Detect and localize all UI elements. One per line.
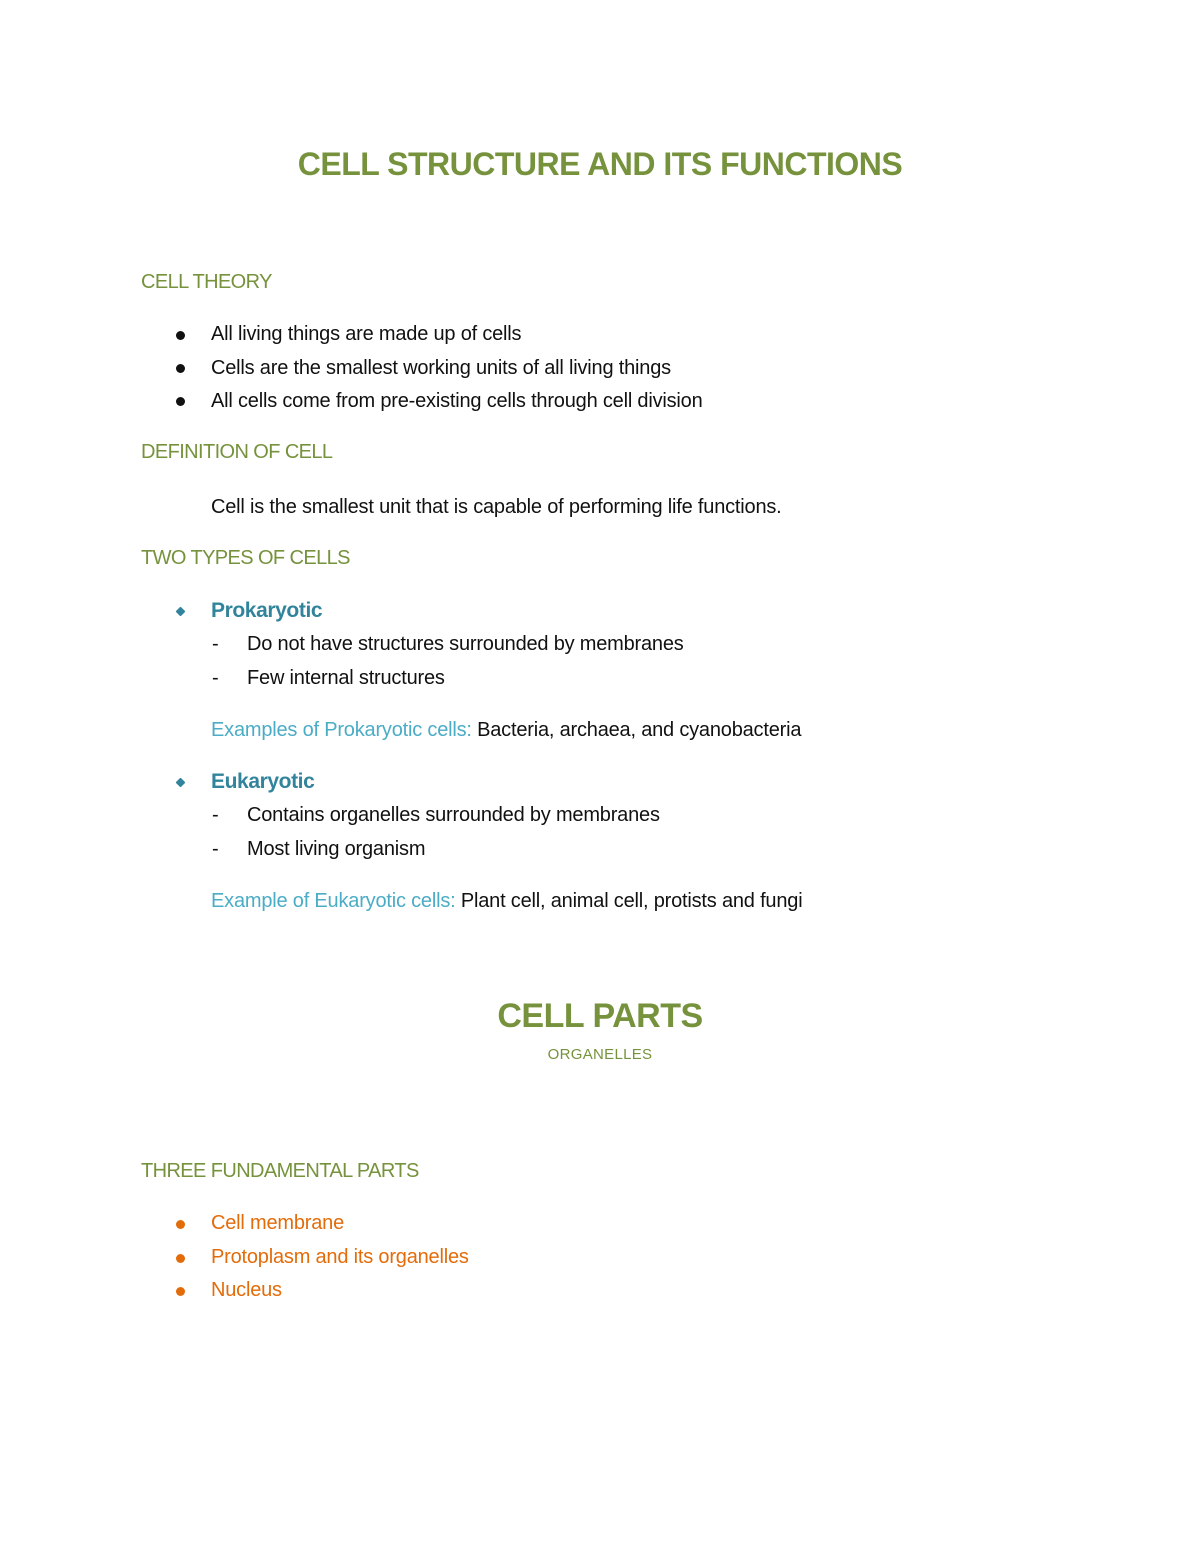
list-item: All cells come from pre-existing cells through cell division — [211, 390, 703, 412]
page-title: CELL STRUCTURE AND ITS FUNCTIONS — [297, 146, 903, 182]
bullet-icon — [176, 397, 185, 406]
types-heading: TWO TYPES OF CELLS — [141, 547, 350, 569]
list-item: Nucleus — [211, 1279, 282, 1301]
bullet-icon — [176, 331, 185, 340]
definition-heading: DEFINITION OF CELL — [141, 441, 333, 463]
dash-icon: - — [212, 667, 219, 689]
cell-parts-subtitle: ORGANELLES — [547, 1046, 653, 1063]
dash-icon: - — [212, 633, 219, 655]
fundamental-heading: THREE FUNDAMENTAL PARTS — [141, 1160, 419, 1182]
list-item: Contains organelles surrounded by membranes — [247, 804, 660, 826]
examples-value: Bacteria, archaea, and cyanobacteria — [471, 719, 802, 741]
bullet-icon — [176, 1287, 185, 1296]
list-item: Few internal structures — [247, 667, 445, 689]
list-item: Do not have structures surrounded by membranes — [247, 633, 684, 655]
examples-value: Plant cell, animal cell, protists and fungi — [455, 890, 803, 912]
examples-label: Examples of Prokaryotic cells: — [211, 719, 472, 741]
list-item: Most living organism — [247, 838, 426, 860]
cell-theory-heading: CELL THEORY — [141, 271, 272, 293]
definition-text: Cell is the smallest unit that is capable of performing life functions. — [211, 496, 782, 518]
cell-parts-title: CELL PARTS — [497, 997, 703, 1035]
eukaryotic-heading: Eukaryotic — [211, 770, 315, 793]
list-item: Protoplasm and its organelles — [211, 1246, 469, 1268]
diamond-bullet-icon — [176, 778, 186, 788]
dash-icon: - — [212, 804, 219, 826]
bullet-icon — [176, 1220, 185, 1229]
diamond-bullet-icon — [176, 607, 186, 617]
list-item: Cell membrane — [211, 1212, 345, 1234]
prokaryotic-examples — [211, 719, 801, 742]
prokaryotic-heading: Prokaryotic — [211, 599, 323, 622]
list-item: All living things are made up of cells — [211, 323, 522, 345]
list-item: Cells are the smallest working units of all living things — [211, 357, 671, 379]
bullet-icon — [176, 364, 185, 373]
bullet-icon — [176, 1254, 185, 1263]
eukaryotic-examples — [211, 890, 802, 913]
examples-label: Example of Eukaryotic cells: — [211, 890, 456, 912]
dash-icon: - — [212, 838, 219, 860]
